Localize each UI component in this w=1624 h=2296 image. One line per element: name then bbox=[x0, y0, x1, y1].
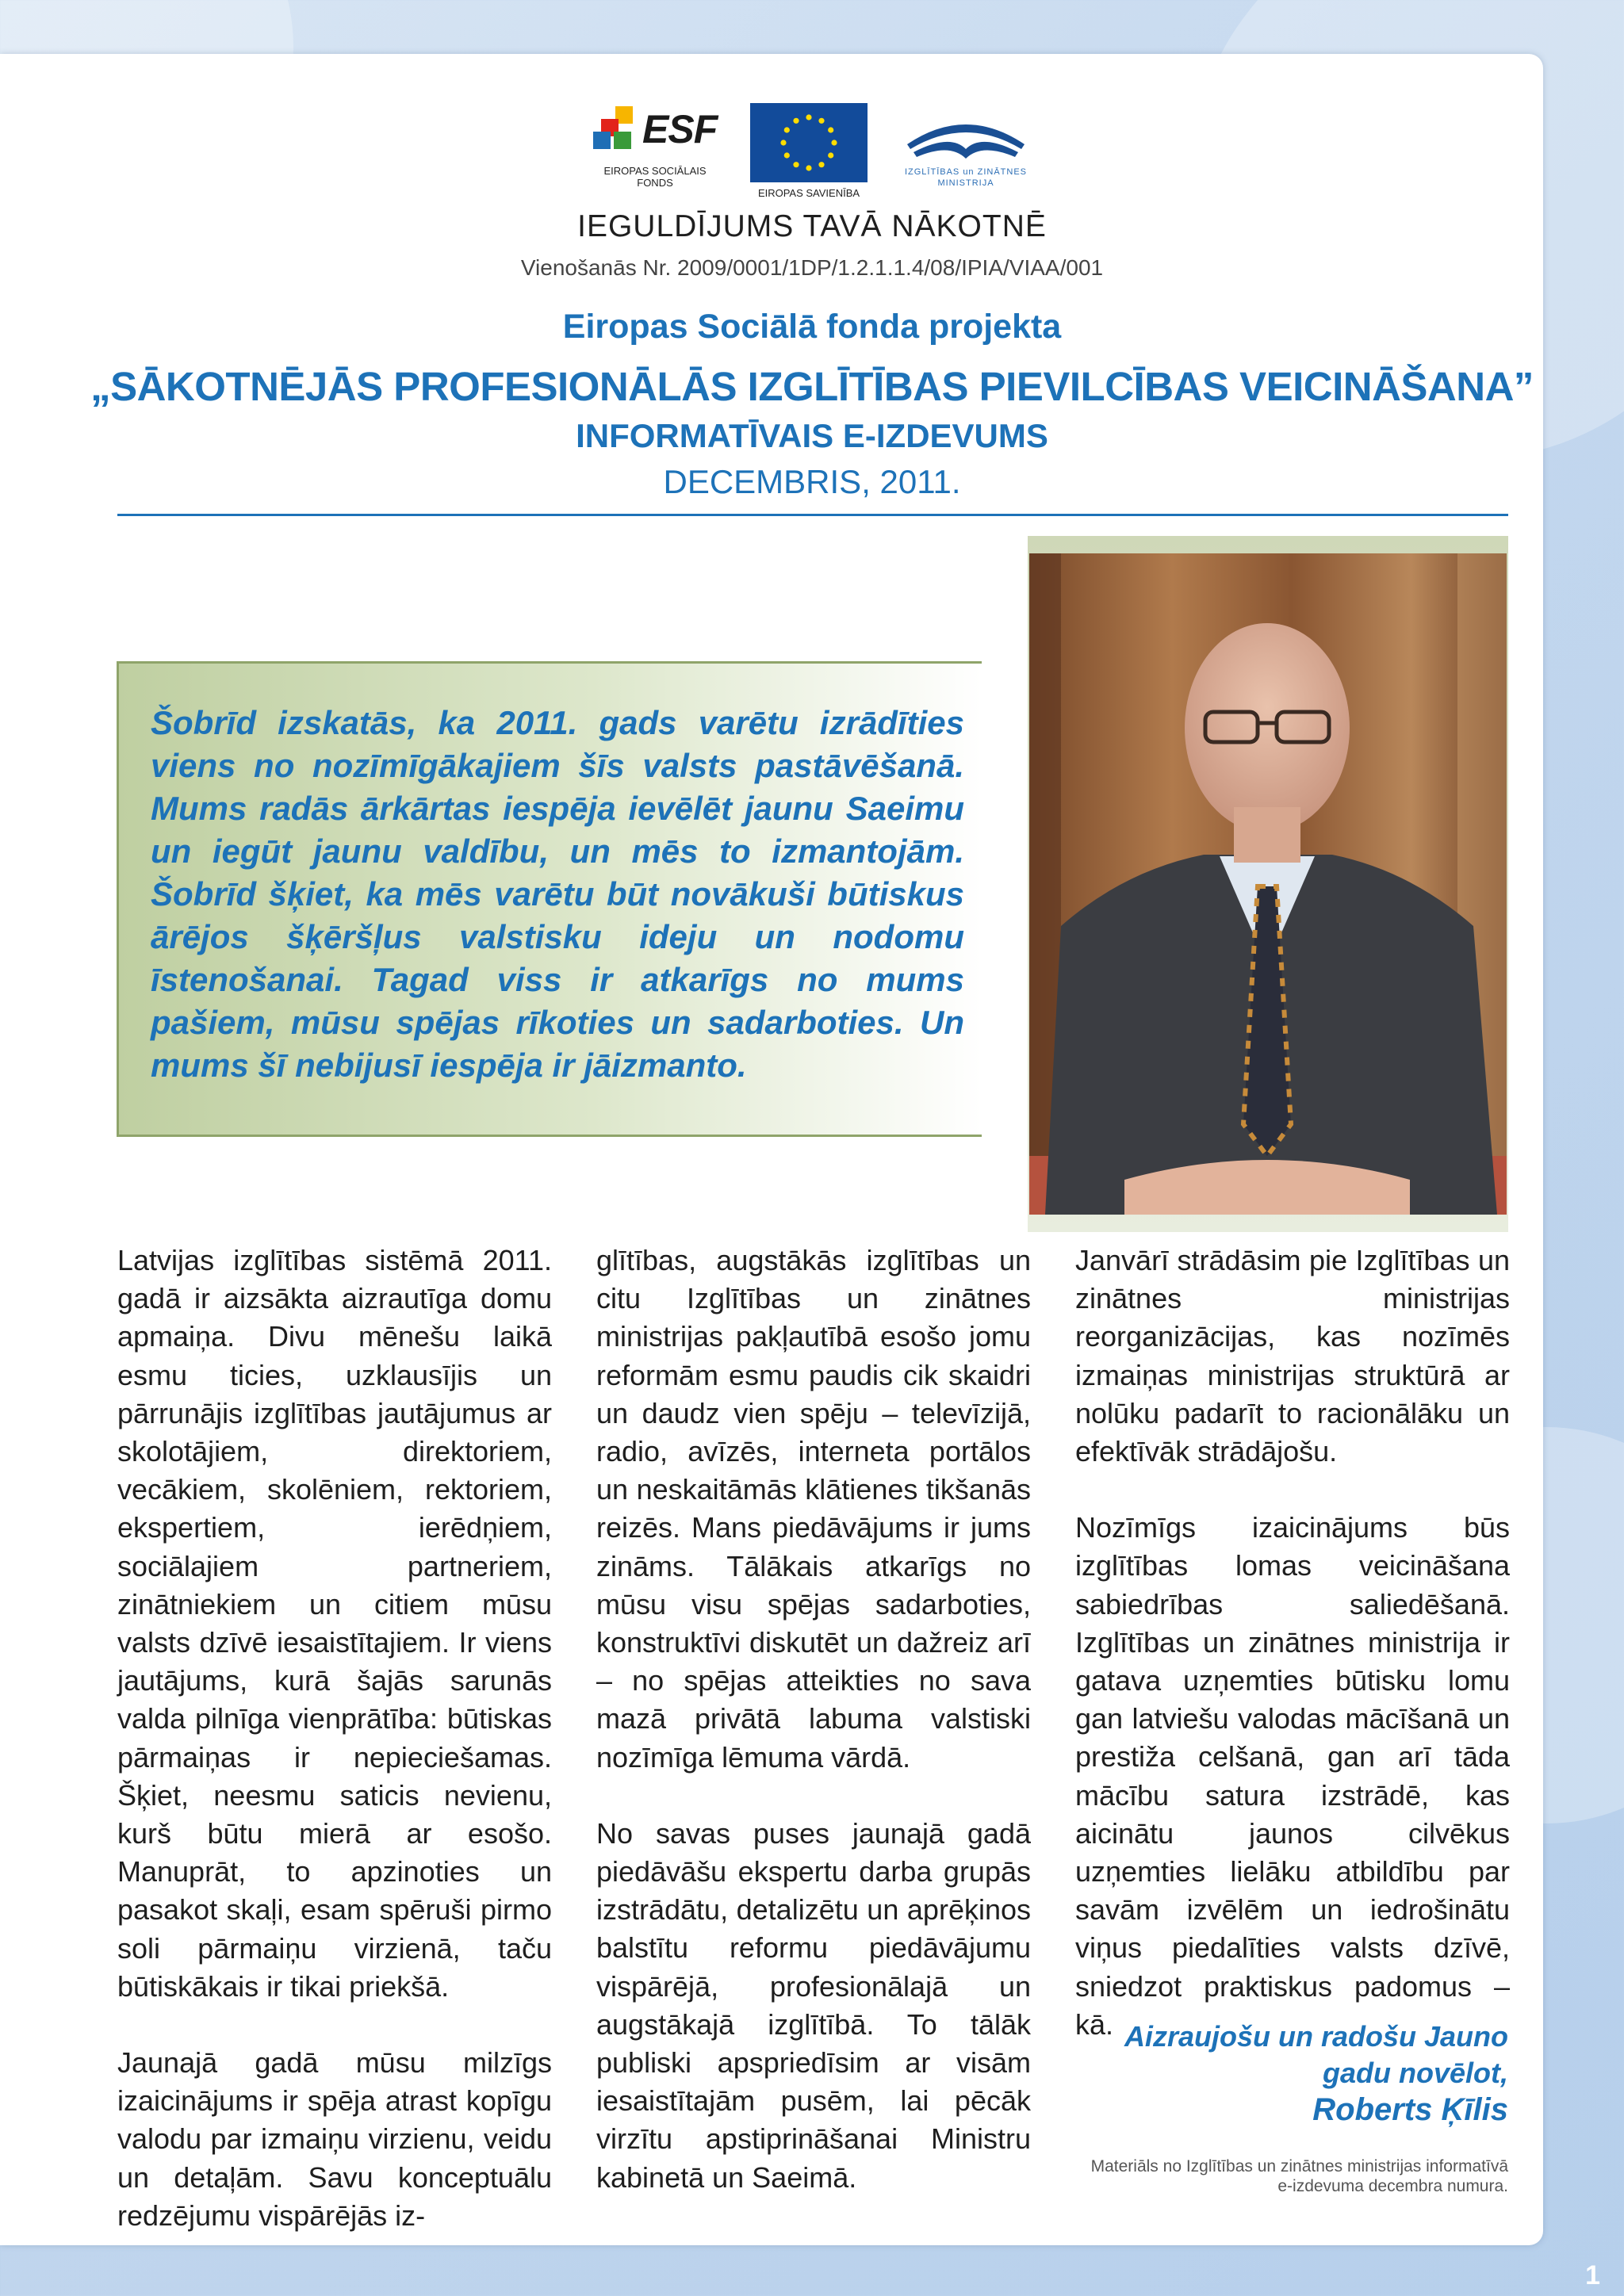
esf-logo bbox=[593, 105, 720, 198]
article-paragraph: No savas puses jaunajā gadā piedāvāšu ekspertu darba grupās izstrādātu, detalizētu un aprēķinos balstītu reformu piedāvājumu vispārējā, profesionālajā un augstākajā izglītībā. To tālāk publiski apspriedīsim ar visām iesaistītajām pusēm, lai pēcāk virzītu apstiprināšanai Ministru kabinetā un Saeimā. bbox=[596, 1816, 1031, 2194]
eu-star-icon bbox=[784, 127, 790, 132]
eu-flag-icon bbox=[750, 103, 868, 182]
portrait-photo bbox=[1029, 553, 1507, 1215]
source-note-line: e-izdevuma decembra numura. bbox=[1277, 2177, 1508, 2195]
esf-caption: EIROPAS SOCIĀLAIS FONDS bbox=[603, 165, 707, 189]
pull-quote-box bbox=[117, 661, 982, 1137]
logo-strip bbox=[0, 101, 1624, 205]
eu-star-icon bbox=[806, 165, 811, 170]
eu-star-icon bbox=[831, 140, 837, 145]
issue-type: INFORMATĪVAIS E-IZDEVUMS bbox=[576, 417, 1048, 454]
esf-wordmark: ESF bbox=[642, 107, 718, 151]
eu-star-icon bbox=[784, 152, 790, 158]
signature-line: Aizraujošu un radošu Jauno bbox=[1124, 2020, 1508, 2053]
eu-star-icon bbox=[780, 140, 786, 145]
article-column-3 bbox=[1075, 1242, 1510, 2082]
article-column-1 bbox=[117, 1242, 552, 2273]
eu-star-icon bbox=[793, 162, 799, 167]
source-note-line: Materiāls no Izglītības un zinātnes ministrijas informatīvā bbox=[1090, 2157, 1508, 2175]
signature-name: Roberts Ķīlis bbox=[1312, 2092, 1508, 2127]
signature-line: gadu novēlot, bbox=[1323, 2057, 1508, 2089]
source-note bbox=[1032, 2156, 1508, 2196]
issue-date: DECEMBRIS, 2011. bbox=[663, 463, 961, 500]
article-paragraph: glītības, augstākās izglītības un citu Izglītības un zinātnes ministrijas pakļautībā esošo jomu reformām esmu paudis cik skaidri un daudz vien spēju – televīzijā, radio, avīzēs, interneta portālos un neskaitāmās klātienes tikšanās reizēs. Mans piedāvājums ir jums zināms. Tālākais atkarīgs no mūsu visu spējas sadarboties, konstruktīvi diskutēt un dažreiz arī – no spējas atteikties no sava mazā privātā labuma valstiski nozīmīga lēmuma vārdā. bbox=[596, 1244, 1031, 1774]
article-paragraph: Nozīmīgs izaicinājums būs izglītības lomas veicināšana sabiedrības saliedēšanā. Izglītības un zinātnes ministrija ir gatava uzņemties būtisku lomu gan latviešu valodas mācīšanā un prestiža celšanā, gan arī tāda mācību satura izstrādē, kas aicinātu jaunos cilvēkus uzņemties lielāku atbildību par savām izvēlēm un iedrošinātu viņus piedalīties valsts dzīvē, sniedzot praktiskus padomus – kā. bbox=[1075, 1511, 1510, 2041]
eu-star-icon bbox=[828, 127, 833, 132]
article-column-2 bbox=[596, 1242, 1031, 2235]
agreement-number: Vienošanās Nr. 2009/0001/1DP/1.2.1.1.4/08/IPIA/VIAA/001 bbox=[520, 255, 1104, 280]
eu-star-icon bbox=[806, 114, 811, 120]
slogan: IEGULDĪJUMS TAVĀ NĀKOTNĒ bbox=[577, 209, 1047, 243]
article-paragraph: Janvārī strādāsim pie Izglītības un zinātnes ministrijas reorganizācijas, kas nozīmēs izmaiņas ministrijas struktūrā ar nolūku padarīt to racionālāku un efektīvāk strādājošu. bbox=[1075, 1244, 1510, 1468]
book-icon bbox=[902, 109, 1029, 162]
article-paragraph: Jaunajā gadā mūsu milzīgs izaicinājums ir spēja atrast kopīgu valodu par izmaiņu virzienu, veidu un detaļām. Savu konceptuālu redzējumu vispārējās iz- bbox=[117, 2046, 552, 2232]
eu-star-icon bbox=[793, 118, 799, 124]
eu-caption: EIROPAS SAVIENĪBA bbox=[757, 187, 860, 199]
eu-star-icon bbox=[818, 162, 824, 167]
eu-star-icon bbox=[828, 152, 833, 158]
ministry-logo bbox=[902, 109, 1029, 189]
article-paragraph: Latvijas izglītības sistēmā 2011. gadā ir aizsākta aizrautīga domu apmaiņa. Divu mēnešu laikā esmu ticies, uzklausījis un pārrunājis izglītības jautājumus ar skolotājiem, direktoriem, vecākiem, skolēniem, rektoriem, ekspertiem, ierēdņiem, sociālajiem partneriem, zinātniekiem un citiem mūsu valsts dzīvē iesaistītajiem. Ir viens jautājums, kurā šajās sarunās valda pilnīga vienprātība: būtiskas pārmaiņas ir nepieciešamas. Šķiet, neesmu saticis nevienu, kurš būtu mierā ar esošo. Manuprāt, to apzinoties un pasakot skaļi, esam spēruši pirmo soli pārmaiņu virzienā, taču būtiskākais ir tikai priekšā. bbox=[117, 1244, 552, 2003]
ministry-caption: IZGLĪTĪBAS un ZINĀTNES MINISTRIJA bbox=[904, 167, 1028, 188]
esf-mark-icon bbox=[593, 106, 641, 154]
header-divider bbox=[117, 514, 1508, 516]
portrait-frame bbox=[1028, 536, 1508, 1232]
project-title: „SĀKOTNĒJĀS PROFESIONĀLĀS IZGLĪTĪBAS PIEVILCĪBAS VEICINĀŠANA” bbox=[90, 364, 1534, 409]
signature bbox=[1124, 2019, 1508, 2128]
pull-quote: Šobrīd izskatās, ka 2011. gads varētu izrādīties viens no nozīmīgākajiem šīs valsts pastāvēšanā. Mums radās ārkārtas iespēja ievēlēt jaunu Saeimu un iegūt jaunu valdību, un mēs to izmantojām. Šobrīd šķiet, ka mēs varētu būt novākuši būtiskus ārējos šķēršļus valstisku ideju un nodomu īstenošanai. Tagad viss ir atkarīgs no mums pašiem, mūsu spējas rīkoties un sadarboties. Un mums šī nebijusī iespēja ir jāizmanto. bbox=[151, 704, 964, 1084]
project-line: Eiropas Sociālā fonda projekta bbox=[562, 308, 1062, 346]
eu-star-icon bbox=[818, 118, 824, 124]
